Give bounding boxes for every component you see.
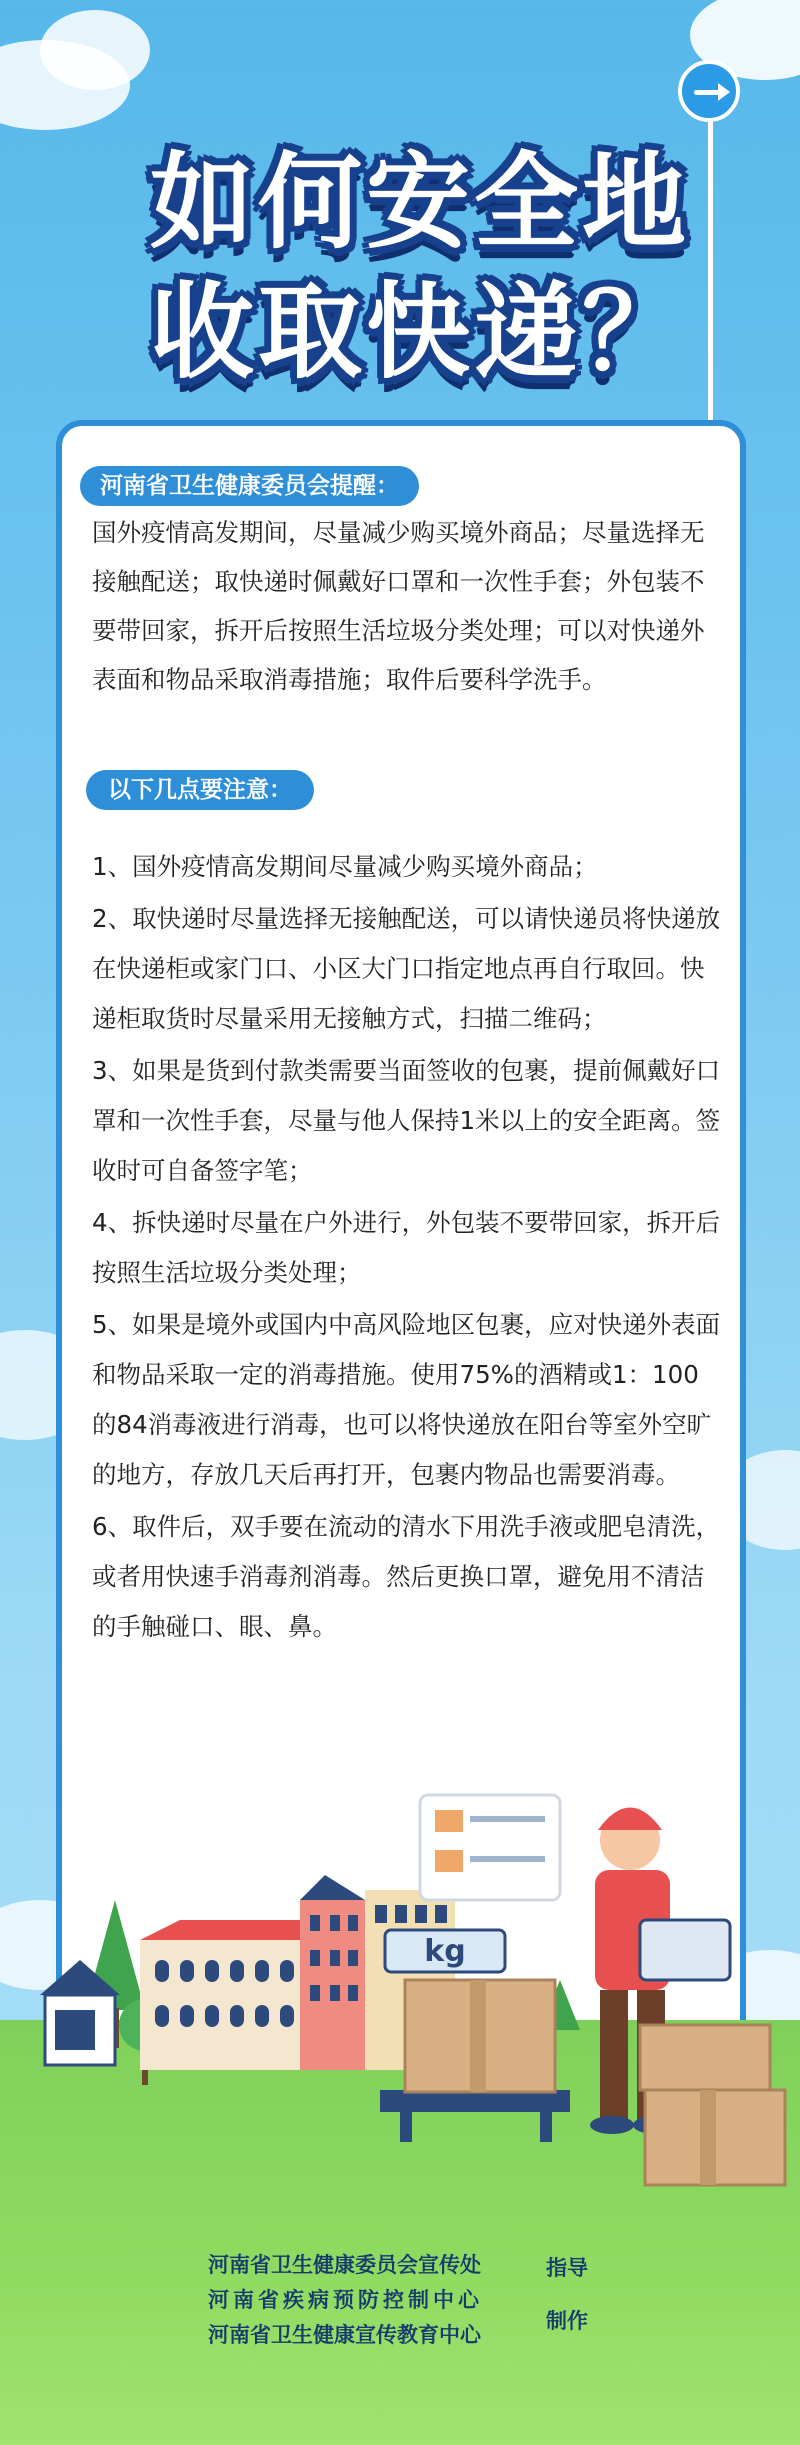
decorative-pole: [708, 120, 713, 450]
list-item: 2、取快递时尽量选择无接触配送，可以请快递员将快递放在快递柜或家门口、小区大门口指定地点再自行取回。快递柜取货时尽量采用无接触方式，扫描二维码；: [92, 904, 721, 1033]
footer-role-produce: 制作: [546, 2309, 588, 2333]
notes-tag: 以下几点要注意：: [86, 770, 314, 810]
footer-org-3: 河南省卫生健康宣传教育中心: [208, 2323, 481, 2347]
footer-org-1: 河南省卫生健康委员会宣传处: [208, 2253, 481, 2277]
list-item: 5、如果是境外或国内中高风险地区包裹，应对快递外表面和物品采取一定的消毒措施。使用75%的酒精或1：100的84消毒液进行消毒，也可以将快递放在阳台等室外空旷的地方，存放几天后再打开，包裹内物品也需要消毒。: [92, 1310, 721, 1489]
list-item: 3、如果是货到付款类需要当面签收的包裹，提前佩戴好口罩和一次性手套，尽量与他人保持1米以上的安全距离。签收时可自备签字笔；: [92, 1056, 721, 1185]
list-item: 1、国外疫情高发期间尽量减少购买境外商品；: [92, 852, 598, 881]
arrow-right-icon: [678, 60, 740, 122]
reminder-body: 国外疫情高发期间，尽量减少购买境外商品；尽量选择无接触配送；取快递时佩戴好口罩和一次性手套；外包装不要带回家，拆开后按照生活垃圾分类处理；可以对快递外表面和物品采取消毒措施；取件后要科学洗手。: [92, 518, 705, 694]
delivery-illustration: [0, 1780, 800, 2200]
notes-list: [92, 842, 722, 1654]
page-title-line2: 收取快递？: [150, 271, 691, 393]
page-title-line1: 如何安全地: [150, 141, 691, 263]
footer-org-2: 河南省疾病预防控制中心: [208, 2288, 483, 2312]
list-item: 6、取件后，双手要在流动的清水下用洗手液或肥皂清洗，或者用快速手消毒剂消毒。然后更换口罩，避免用不清洁的手触碰口、眼、鼻。: [92, 1512, 721, 1641]
list-item: 4、拆快递时尽量在户外进行，外包装不要带回家，拆开后按照生活垃圾分类处理；: [92, 1208, 721, 1287]
footer-orgs: [208, 2248, 483, 2353]
footer-role-guide: 指导: [546, 2256, 588, 2280]
cloud: [40, 10, 150, 90]
scale-label: kg: [424, 1934, 466, 1969]
reminder-tag: 河南省卫生健康委员会提醒：: [80, 466, 419, 506]
